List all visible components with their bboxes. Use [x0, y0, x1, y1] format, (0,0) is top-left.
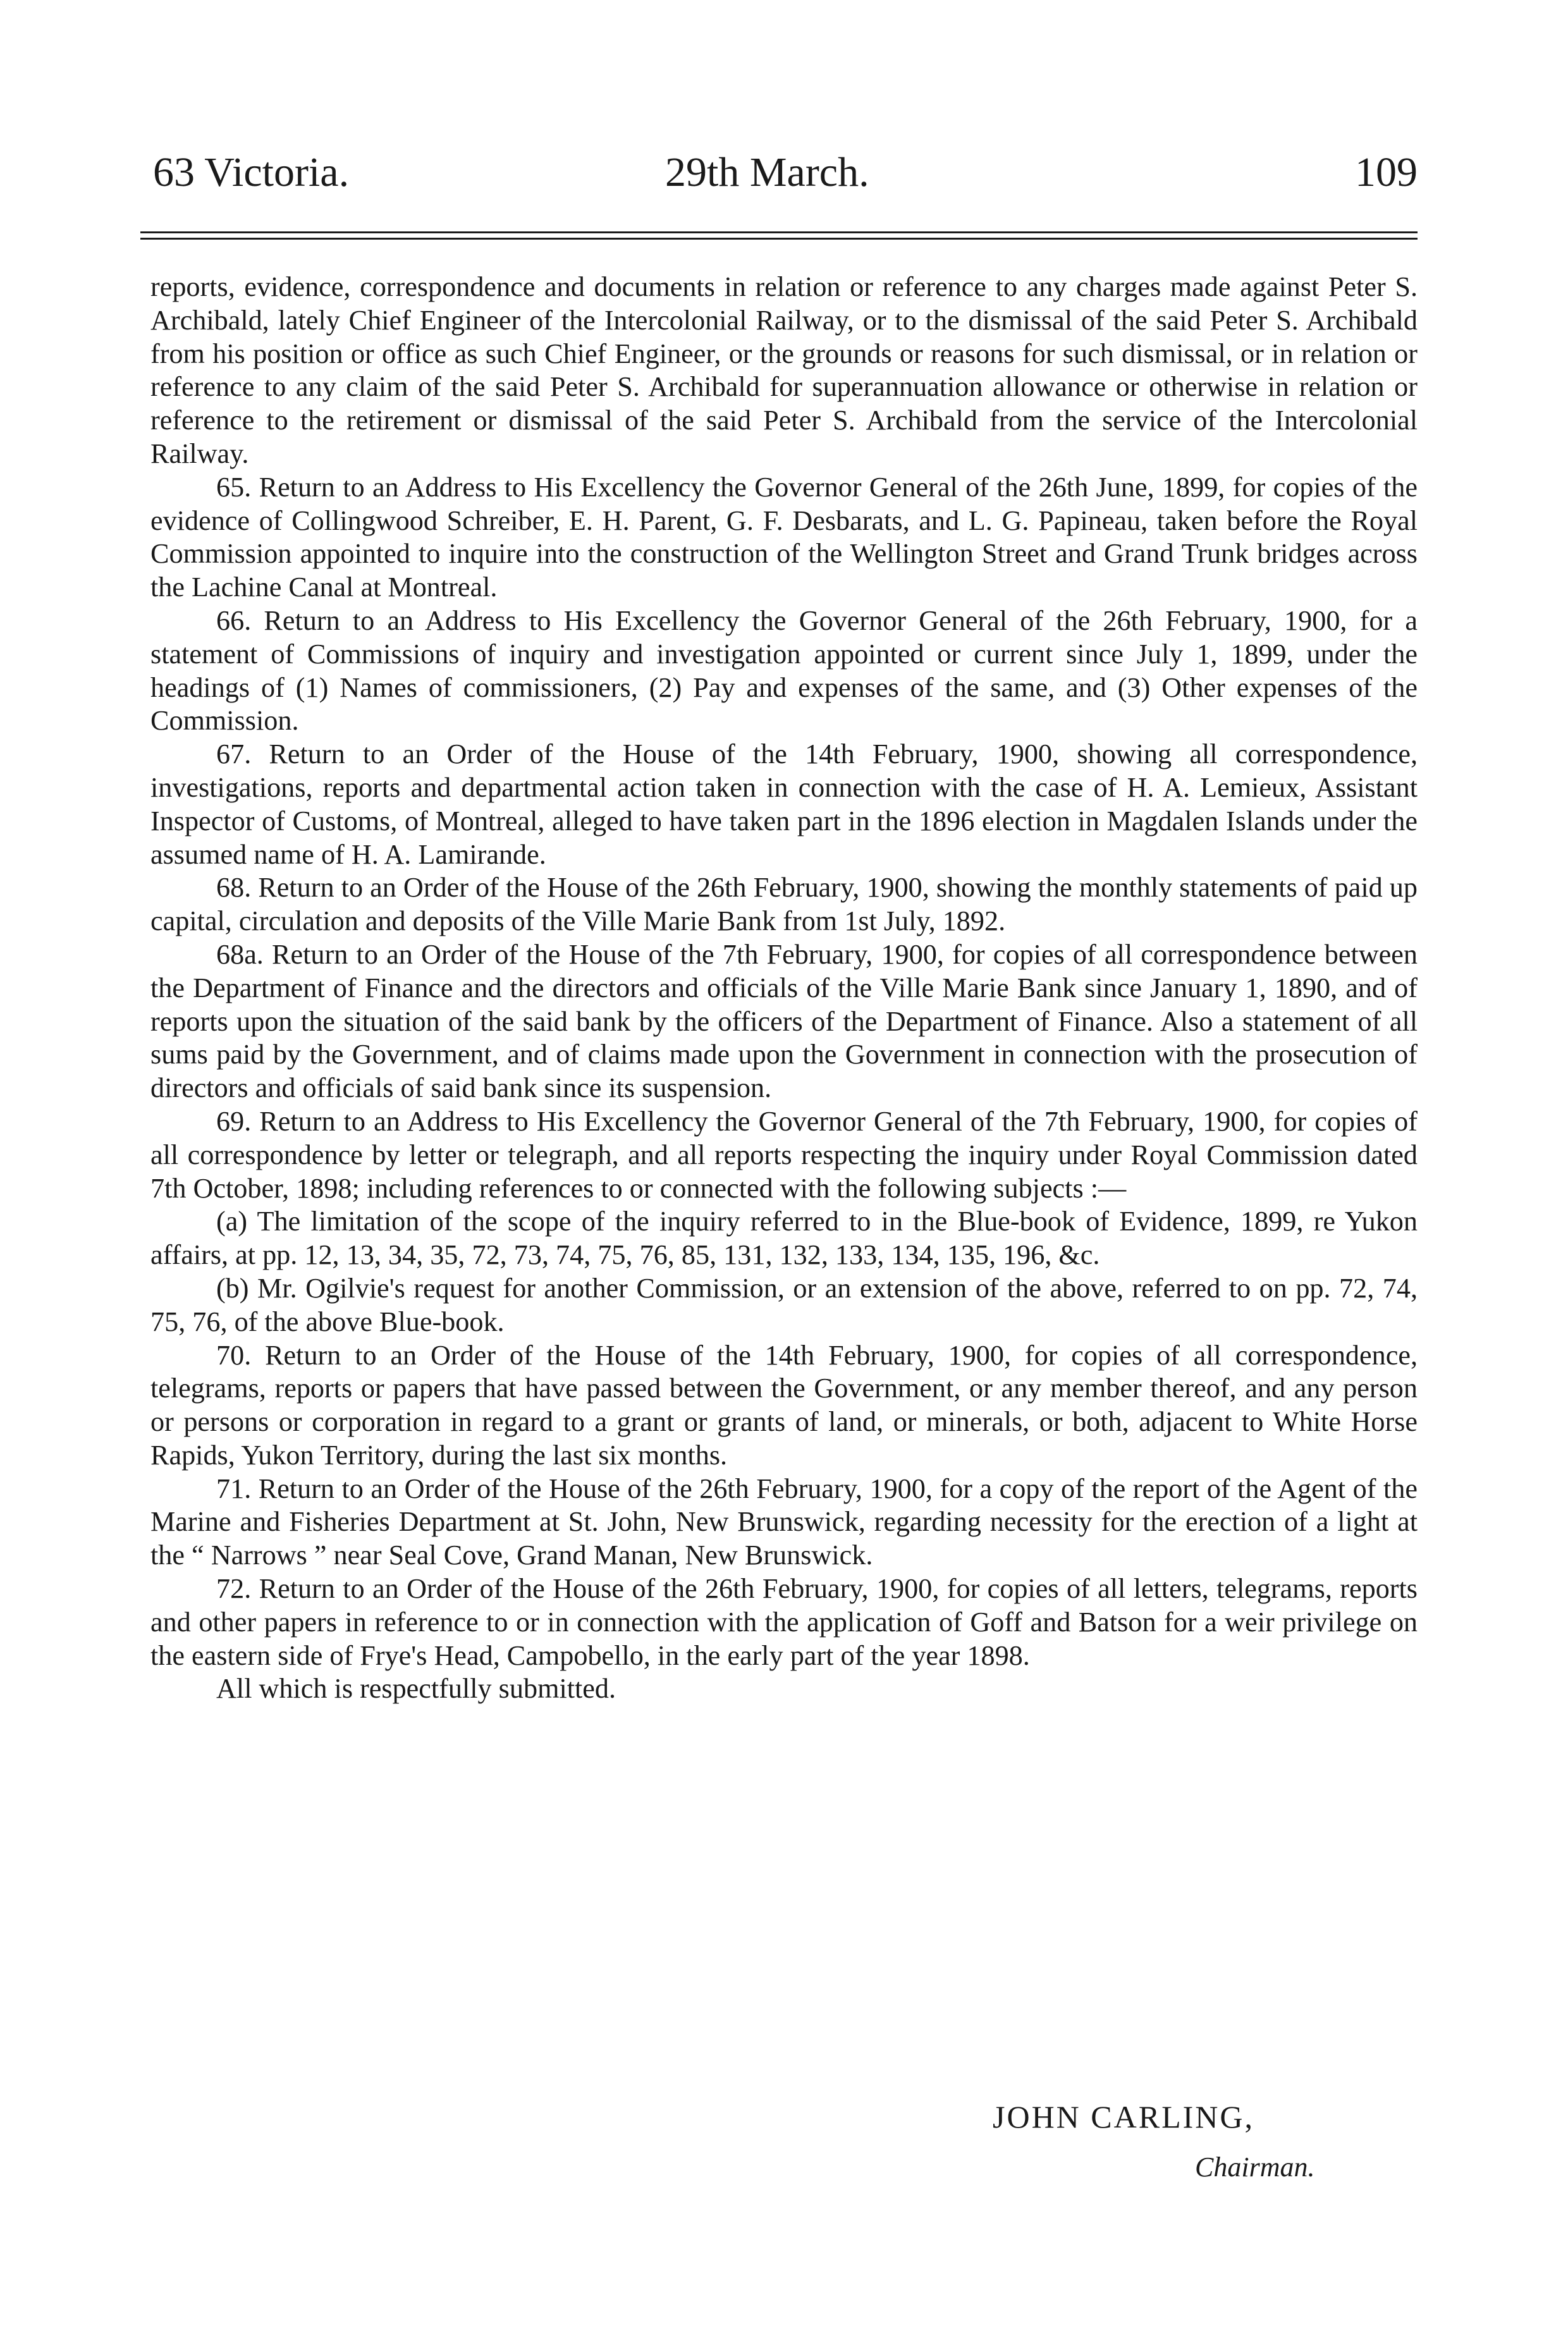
header-double-rule [140, 231, 1418, 242]
paragraph-item-68: 68. Return to an Order of the House of the 26th February, 1900, showing the monthly statements of paid up capital, circulation and deposits of the Ville Marie Bank from 1st July, 1892. [150, 872, 1418, 937]
signature-block [993, 2096, 1423, 2188]
paragraph-item-72: 72. Return to an Order of the House of the 26th February, 1900, for copies of all letters, telegrams, reports and other papers in reference to or in connection with the application of Goff and Batson for a weir privilege on the eastern side of Frye's Head, Campobello, in the early part of the year 1898. [150, 1573, 1418, 1671]
paragraph-item-69: 69. Return to an Address to His Excellency the Governor General of the 7th February, 1900, for copies of all correspondence by letter or telegraph, and all reports respecting the inquiry under Royal Commission dated 7th October, 1898; including references to or connected with the following subjects :— [150, 1105, 1418, 1204]
paragraph-item-66: 66. Return to an Address to His Excellency the Governor General of the 26th February, 1900, for a statement of Commissions of inquiry and investigation appointed or current since July 1, 1899, under the headings of (1) Names of commissioners, (2) Pay and expenses of the same, and (3) Other expenses of the Commission. [150, 604, 1418, 737]
header-date: 29th March. [665, 149, 869, 195]
paragraph-item-65: 65. Return to an Address to His Excellency the Governor General of the 26th June, 1899, for copies of the evidence of Collingwood Schreiber, E. H. Parent, G. F. Desbarats, and L. G. Papineau, taken before the Royal Commission appointed to inquire into the construction of the Wellington Street and Grand Trunk bridges across the Lachine Canal at Montreal. [150, 471, 1418, 603]
paragraph-item-67: 67. Return to an Order of the House of the 14th February, 1900, showing all correspondence, investigations, reports and departmental action taken in connection with the case of H. A. Lemieux, Assistant Inspector of Customs, of Montreal, alleged to have taken part in the 1896 election in Magdalen Islands under the assumed name of H. A. Lamirande. [150, 738, 1418, 870]
page-number: 109 [1355, 149, 1418, 195]
paragraph-item-71: 71. Return to an Order of the House of the 26th February, 1900, for a copy of the report of the Agent of the Marine and Fisheries Department at St. John, New Brunswick, regarding necessity for the erection of a light at the “ Narrows ” near Seal Cove, Grand Manan, New Brunswick. [150, 1473, 1418, 1571]
report-body [150, 271, 1418, 1706]
paragraph-item-68a: 68a. Return to an Order of the House of the 7th February, 1900, for copies of all correspondence between the Department of Finance and the directors and officials of the Ville Marie Bank since January 1, 1890, and of reports upon the situation of the said bank by the officers of the Department of Finance. Also a statement of all sums paid by the Government, and of claims made upon the Government in connection with the prosecution of directors and officials of said bank since its suspension. [150, 938, 1418, 1104]
page-header [153, 144, 1418, 201]
signatory-name: JOHN CARLING, [993, 2099, 1254, 2135]
rule-line-top [140, 231, 1418, 233]
paragraph-item-69b: (b) Mr. Ogilvie's request for another Commission, or an extension of the above, referred to on pp. 72, 74, 75, 76, of the above Blue-book. [150, 1272, 1418, 1337]
closing-statement: All which is respectfully submitted. [216, 1673, 616, 1705]
session-label: 63 Victoria. [153, 149, 350, 195]
paragraph-item-69a: (a) The limitation of the scope of the inquiry referred to in the Blue-book of Evidence, 1899, re Yukon affairs, at pp. 12, 13, 34, 35, 72, 73, 74, 75, 76, 85, 131, 132, 133, 134, 135, 196, &c. [150, 1206, 1418, 1271]
rule-line-bottom [140, 238, 1418, 240]
paragraph-continuation: reports, evidence, correspondence and documents in relation or reference to any charges made against Peter S. Archibald, lately Chief Engineer of the Intercolonial Railway, or to the dismissal of the said Peter S. Archibald from his position or office as such Chief Engineer, or the grounds or reasons for such dismissal, or in relation or reference to any claim of the said Peter S. Archibald for superannuation allowance or otherwise in relation or reference to the retirement or dismissal of the said Peter S. Archibald from the service of the Intercolonial Railway. [150, 271, 1418, 469]
paragraph-item-70: 70. Return to an Order of the House of the 14th February, 1900, for copies of all correspondence, telegrams, reports or papers that have passed between the Government, or any member thereof, and any person or persons or corporation in regard to a grant or grants of land, or minerals, or both, adjacent to White Horse Rapids, Yukon Territory, during the last six months. [150, 1339, 1418, 1471]
signatory-title: Chairman. [1195, 2152, 1315, 2183]
